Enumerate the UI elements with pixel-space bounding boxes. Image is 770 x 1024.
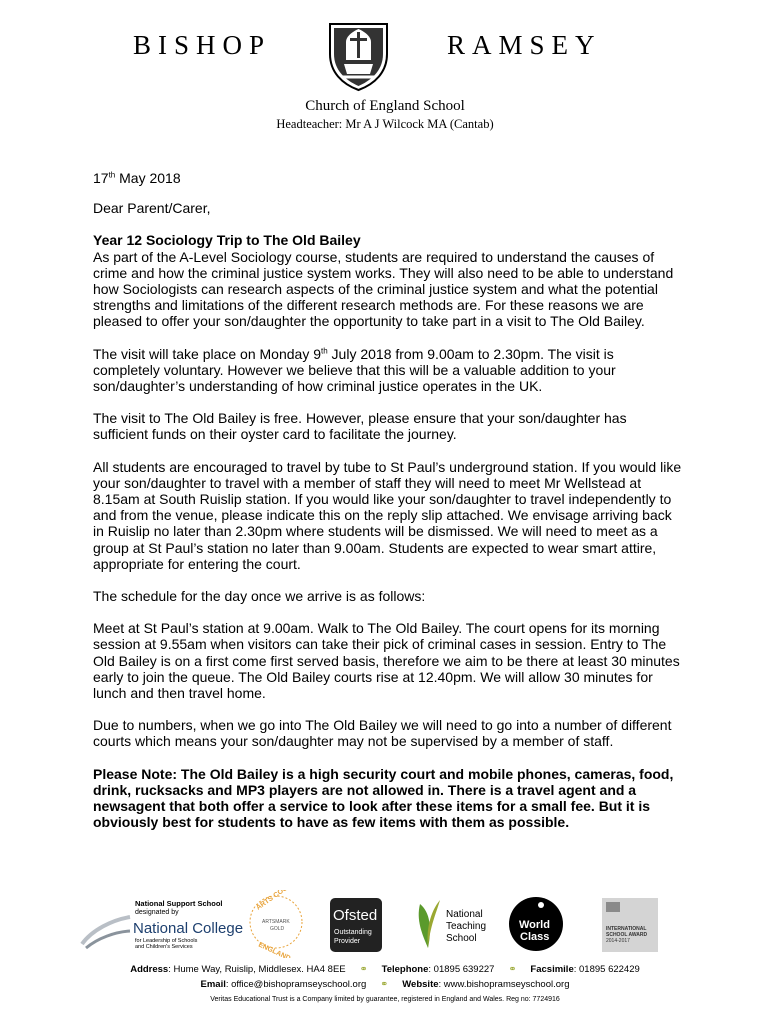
arts-council-logo bbox=[250, 890, 303, 958]
separator-icon: ⚭ bbox=[380, 979, 389, 990]
email-label: Email bbox=[200, 979, 226, 990]
website-label: Website bbox=[402, 979, 439, 990]
world-class-logo bbox=[509, 897, 563, 951]
svg-text:and Children's Services: and Children's Services bbox=[135, 944, 193, 950]
school-subtitle: Church of England School bbox=[305, 98, 465, 114]
letter-heading: Year 12 Sociology Trip to The Old Bailey bbox=[93, 232, 361, 249]
separator-icon: ⚭ bbox=[508, 964, 517, 975]
fax-value: : 01895 622429 bbox=[573, 964, 640, 975]
svg-text:Outstanding: Outstanding bbox=[334, 929, 372, 936]
svg-text:ARTS COUNCIL: ARTS COUNCIL bbox=[255, 890, 303, 912]
letter-footer bbox=[0, 962, 770, 1007]
svg-text:National Support School: National Support School bbox=[135, 899, 223, 908]
visit-date-paragraph: The visit will take place on Monday 9th July 2018 from 9.00am to 2.30pm. The visit is completely voluntary. However we believe that this will be a valuable addition to your son/daughter’s understanding of how criminal justice operates in the UK. bbox=[93, 345, 616, 395]
svg-text:Teaching: Teaching bbox=[446, 921, 487, 932]
letter-date: 17th May 2018 bbox=[93, 170, 181, 186]
school-name-right: RAMSEY bbox=[447, 30, 602, 60]
letter-body bbox=[93, 165, 683, 831]
salutation: Dear Parent/Carer, bbox=[93, 200, 211, 217]
schedule-paragraph: Meet at St Paul’s station at 9.00am. Walk to The Old Bailey. The court opens for its morning session at 9.55am when visitors can take their pick of criminal cases in session. Entry to The Old Bailey is on a first come first served basis, therefore we aim to be there at least 30 minutes early to join the queue. The Old Bailey courts rise at 12.40pm. We will allow 30 minutes for lunch and then travel home. bbox=[93, 620, 680, 702]
footer-contact-line bbox=[0, 962, 770, 977]
travel-paragraph: All students are encouraged to travel by tube to St Paul’s underground station. If you would like your son/daughter to travel with a member of staff they will need to meet Mr Wellstead at 8.15am at South Ruislip station. If you would like your son/daughter to travel independently to and from the venue, please indicate this on the reply slip attached. We envisage arriving back in Ruislip no later than 2.30pm where students will be dismissed. We will need to meet as a group at St Paul’s station no later than 9.00am. Students are expected to wear smart attire, appropriate for entering the court. bbox=[93, 458, 682, 572]
telephone-value: : 01895 639227 bbox=[428, 964, 495, 975]
security-note: Please Note: The Old Bailey is a high security court and mobile phones, cameras, food, drink, rucksacks and MP3 players are not allowed in. There is a travel agent and a newsagent that both offer a service to look after these items for a small fee. But it is obviously best for students to have as few items with them as possible. bbox=[93, 765, 674, 831]
international-school-award-logo bbox=[602, 898, 658, 952]
headteacher-line: Headteacher: Mr A J Wilcock MA (Cantab) bbox=[276, 117, 494, 131]
footer-web-line bbox=[0, 977, 770, 992]
national-college-logo bbox=[82, 899, 243, 950]
cost-paragraph: The visit to The Old Bailey is free. However, please ensure that your son/daughter has sufficient funds on their oyster card to facilitate the journey. bbox=[93, 410, 627, 443]
telephone-label: Telephone bbox=[381, 964, 429, 975]
company-registration: Veritas Educational Trust is a Company limited by guarantee, registered in England and Wales. Reg no: 7724916 bbox=[210, 996, 560, 1003]
svg-text:ARTSMARK: ARTSMARK bbox=[262, 919, 290, 925]
numbers-paragraph: Due to numbers, when we go into The Old Bailey we will need to go into a number of different courts which means your son/daughter may not be supervised by a member of staff. bbox=[93, 717, 672, 750]
address-value: : Hume Way, Ruislip, Middlesex. HA4 8EE bbox=[168, 964, 346, 975]
separator-icon: ⚭ bbox=[359, 964, 368, 975]
school-name-left: BISHOP bbox=[133, 30, 272, 60]
svg-text:Ofsted: Ofsted bbox=[333, 907, 378, 924]
svg-text:2014-2017: 2014-2017 bbox=[606, 938, 630, 944]
svg-text:INTERNATIONAL: INTERNATIONAL bbox=[606, 926, 647, 932]
fax-label: Facsimile bbox=[530, 964, 574, 975]
national-teaching-school-logo bbox=[419, 900, 486, 948]
website-value[interactable]: : www.bishopramseyschool.org bbox=[438, 979, 570, 990]
svg-text:National: National bbox=[446, 909, 483, 920]
svg-text:designated by: designated by bbox=[135, 909, 179, 916]
address-label: Address bbox=[130, 964, 169, 975]
svg-text:School: School bbox=[446, 933, 477, 944]
svg-text:Class: Class bbox=[520, 931, 550, 943]
svg-text:World: World bbox=[519, 919, 550, 931]
svg-text:GOLD: GOLD bbox=[270, 926, 285, 932]
intro-paragraph: As part of the A-Level Sociology course, students are required to understand the causes of crime and how the criminal justice system works. They will also need to be able to understand how Sociologists can research aspects of the criminal justice system and what the potential strengths and limitations of the different research methods are. For these reasons we are pleased to offer your son/daughter the opportunity to take part in a visit to The Old Bailey. bbox=[93, 248, 674, 330]
ofsted-logo bbox=[330, 898, 382, 952]
svg-text:for Leadership of Schools: for Leadership of Schools bbox=[135, 938, 198, 944]
svg-text:SCHOOL AWARD: SCHOOL AWARD bbox=[606, 932, 648, 938]
svg-text:ENGLAND: ENGLAND bbox=[257, 941, 292, 958]
svg-text:National College: National College bbox=[133, 920, 244, 937]
school-crest-logo bbox=[320, 20, 397, 92]
schedule-intro: The schedule for the day once we arrive is as follows: bbox=[93, 588, 426, 605]
email-value[interactable]: : office@bishopramseyschool.org bbox=[225, 979, 367, 990]
svg-text:Provider: Provider bbox=[334, 938, 361, 945]
accreditation-logos bbox=[0, 890, 770, 958]
